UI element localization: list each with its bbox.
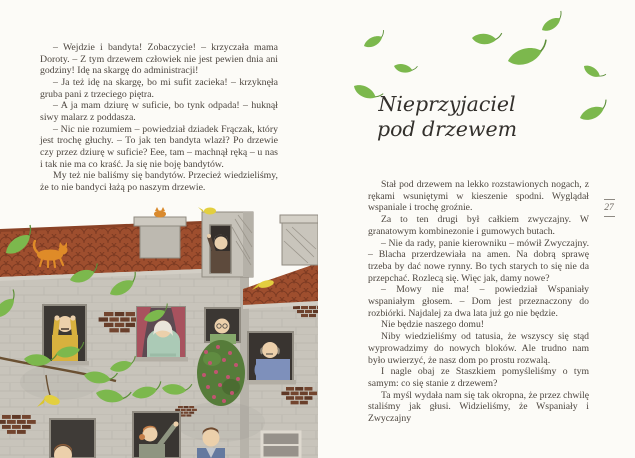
- left-page-text: [40, 42, 278, 194]
- folio-rule-top: [604, 199, 615, 200]
- paragraph: – Wejdzie i bandyta! Zobaczycie! – krzyczała mama Doroty. – Z tym drzewem człowiek nie jest pewien dnia ani godziny! Idę na skargę do administracji!: [40, 42, 278, 77]
- paragraph: Za to ten drugi był całkiem zwyczajny. W granatowym kombinezonie i gumowych butach.: [368, 214, 589, 237]
- paragraph: My też nie baliśmy się bandytów. Przecież wiedzieliśmy, że to nie bandyci łażą po naszym drzewie.: [40, 170, 278, 193]
- folio-number: 27: [604, 203, 614, 213]
- page-number: [598, 197, 620, 219]
- paragraph: – Nie da rady, panie kierowniku – mówił Zwyczajny. – Blacha przerdzewiała na amen. Na dobrą sprawę trzeba by dać nowe rynny. Bo tych starych to się nie da przepchać. Rozlecą się. Więc jak, damy nowe?: [368, 237, 589, 284]
- right-page-text: [368, 179, 589, 425]
- chapter-title: [330, 92, 564, 142]
- paragraph: I nagle obaj ze Staszkiem pomyśleliśmy o tym samym: co się stanie z drzewem?: [368, 366, 589, 389]
- window-bottom-left: [50, 419, 95, 458]
- roof-right-wing: [243, 263, 318, 309]
- chapter-title-line-1: Nieprzyjaciel: [378, 92, 516, 116]
- window-rose-bush: [197, 308, 245, 406]
- paragraph: Nie będzie naszego domu!: [381, 319, 485, 331]
- cat-on-chimney-icon: [154, 207, 166, 218]
- paragraph: Ta myśl wydała nam się tak okropna, że przez chwilę staliśmy jak głusi. Widzieliśmy, że Wspaniały i Zwyczajny: [368, 389, 589, 425]
- folio-rule-bottom: [604, 216, 615, 217]
- paragraph: – Ja też idę na skargę, bo mi sufit zacieka! – krzyknęła gruba pani z trzeciego piętra.: [40, 76, 278, 100]
- house-illustration: [0, 207, 318, 458]
- chimney: [134, 207, 186, 258]
- window-pointing-woman: [133, 412, 180, 458]
- paragraph: – Nic nie rozumiem – powiedział dziadek Frączak, który jest trochę głuchy. – To jak ten bandyta wlazł? Po drzewie czy przez dziurę w suficie? Eee, tam – machnął ręką – u nas i tak nie ma co kraść. Ja się nie boję bandytów.: [40, 123, 278, 170]
- paragraph: Niby wiedzieliśmy od tatusia, że wszyscy się stąd wyprowadzimy do nowych bloków. Ale trudno nam było uwierzyć, że nasz dom po prostu rozwalą.: [368, 331, 589, 366]
- window-man-blue: [245, 332, 296, 385]
- window-bottom-right: [262, 432, 300, 458]
- paragraph: – Mowy nie ma! – powiedział Wspaniały wspaniałym głosem. – Dom jest przeznaczony do rozbiórki. Najdalej za dwa lata już go nie będzie.: [368, 284, 589, 319]
- rose-bush: [197, 340, 245, 406]
- paragraph: – A ja mam dziurę w suficie, bo tynk odpada! – huknął siwy malarz z poddasza.: [40, 100, 278, 123]
- chapter-title-line-2: pod drzewem: [376, 117, 518, 141]
- dormer-tower: [198, 207, 253, 277]
- bird-on-dormer-icon: [198, 207, 216, 215]
- paragraph: Stał pod drzewem na lekko rozstawionych nogach, z rękami wsuniętymi w kieszenie spodni. Wyglądał wspaniale i trochę groźnie.: [368, 179, 589, 214]
